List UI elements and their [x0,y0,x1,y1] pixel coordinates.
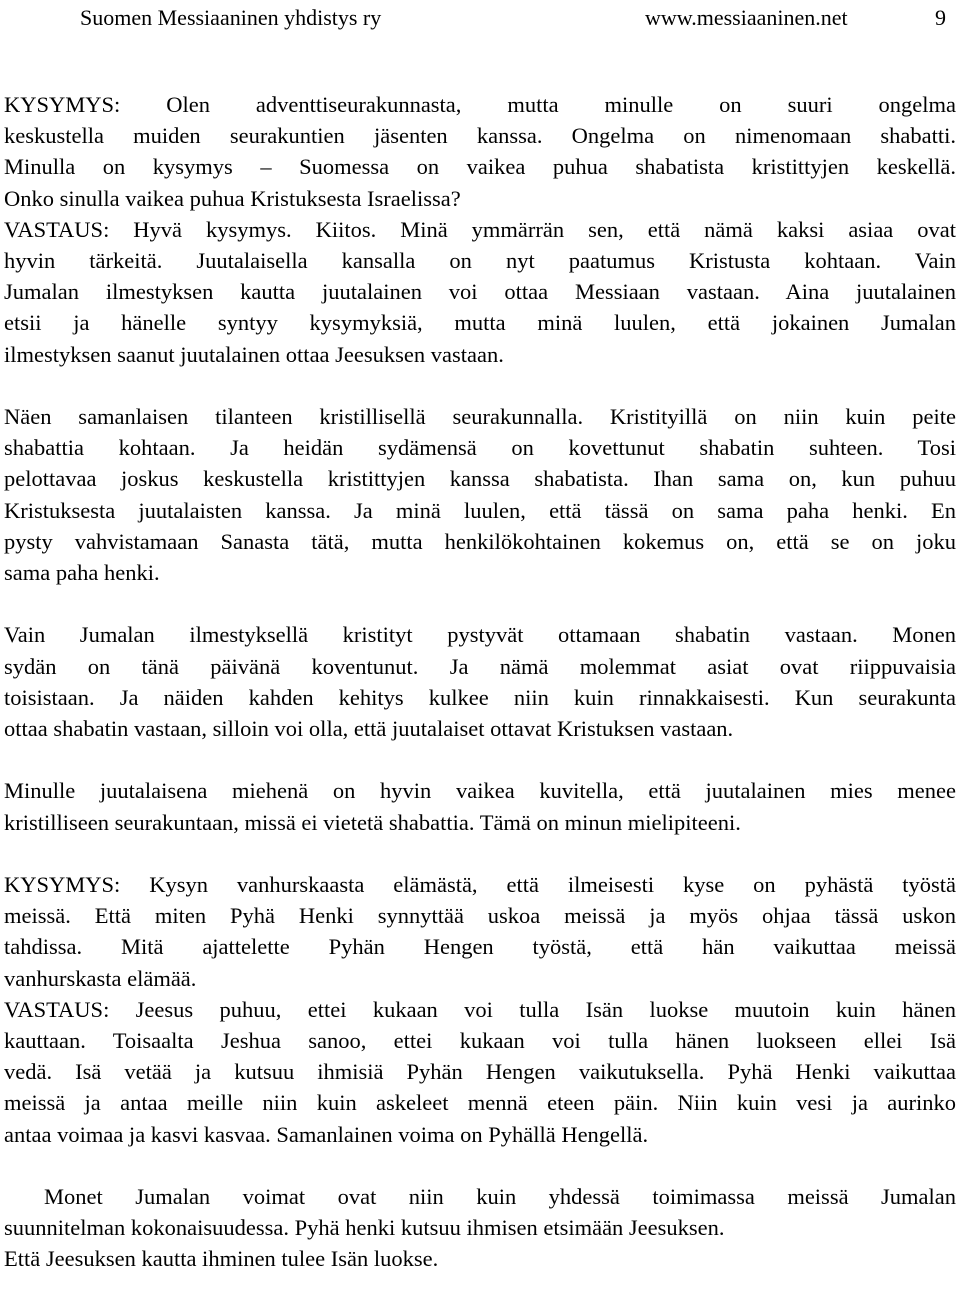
text-line: Kristuksesta juutalaisten kanssa. Ja minä luulen, että tässä on sama paha henki. En [4,497,956,523]
text-line: pelottavaa joskus keskustella kristittyjen kanssa shabatista. Ihan sama on, kun puhuu [4,466,956,492]
text-line: ilmestyksen saanut juutalainen ottaa Jeesuksen vastaan. [4,341,504,367]
text-line: VASTAUS: Jeesus puhuu, ettei kukaan voi tulla Isän luokse muutoin kuin hänen [4,996,956,1022]
text-line: hyvin tärkeitä. Juutalaisella kansalla on nyt paatumus Kristusta kohtaan. Vain [4,248,956,274]
text-line: meissä. Että miten Pyhä Henki synnyttää uskoa meissä ja myös ohjaa tässä uskon [4,903,956,929]
paragraph-question-holy-spirit [4,869,956,1150]
text-line: ottaa shabatin vastaan, silloin voi olla, että juutalaiset ottavat Kristuksen vastaan. [4,716,734,742]
text-line: vanhurskasta elämää. [4,965,197,991]
text-line: kristilliseen seurakuntaan, missä ei vietetä shabattia. Tämä on minun mielipiteeni. [4,809,741,835]
paragraph-gap [4,838,956,869]
text-line: sydän on tänä päivänä koventunut. Ja nämä molemmat asiat ovat riippuvaisia [4,653,956,679]
text-line: Monet Jumalan voimat ovat niin kuin yhdessä toimimassa meissä Jumalan [44,1184,956,1210]
page-number: 9 [935,5,946,30]
text-line: Näen samanlaisen tilanteen kristillisellä seurakunnalla. Kristityillä on niin kuin peite [4,404,956,430]
text-line: Onko sinulla vaikea puhua Kristuksesta Israelissa? [4,185,461,211]
paragraph-gap [4,588,956,619]
paragraph-question-sabbath [4,89,956,370]
paragraph-revelation [4,619,956,744]
paragraph-gap [4,1150,956,1181]
text-line: meissä ja antaa meille niin kuin askeleet mennä eteen päin. Niin kuin vesi ja aurinko [4,1090,956,1116]
header-website: www.messiaaninen.net [645,5,848,30]
text-line: Minulle juutalaisena miehenä on hyvin vaikea kuvitella, että juutalainen mies menee [4,778,956,804]
text-line: toisistaan. Ja näiden kahden kehitys kulkee niin kuin rinnakkaisesti. Kun seurakunta [4,684,956,710]
paragraph-gap [4,744,956,775]
text-line: vedä. Isä vetää ja kutsuu ihmisiä Pyhän Hengen vaikutuksella. Pyhä Henki vaikuttaa [4,1059,956,1085]
header-organization: Suomen Messiaaninen yhdistys ry [80,5,382,30]
text-line: KYSYMYS: Kysyn vanhurskaasta elämästä, että ilmeisesti kyse on pyhästä työstä [4,872,956,898]
text-line: VASTAUS: Hyvä kysymys. Kiitos. Minä ymmärrän sen, että nämä kaksi asiaa ovat [4,216,956,242]
page-header [80,4,960,32]
text-line: tahdissa. Mitä ajattelette Pyhän Hengen työstä, että hän vaikuttaa meissä [4,934,956,960]
paragraph-christian-congregation [4,401,956,588]
text-line: Minulla on kysymys – Suomessa on vaikea puhua shabatista kristittyjen keskellä. [4,154,956,180]
paragraph-closing [4,1181,956,1275]
text-line: KYSYMYS: Olen adventtiseurakunnasta, mutta minulle on suuri ongelma [4,92,956,117]
text-line: Jumalan ilmestyksen kautta juutalainen voi ottaa Messiaan vastaan. Aina juutalainen [4,279,956,305]
text-line: antaa voimaa ja kasvi kasvaa. Samanlainen voima on Pyhällä Hengellä. [4,1121,649,1147]
text-line: kauttaan. Toisaalta Jeshua sanoo, ettei kukaan voi tulla hänen luokseen ellei Isä [4,1028,956,1054]
text-line: shabattia kohtaan. Ja heidän sydämensä on kovettunut shabatin suhteen. Tosi [4,435,956,461]
text-line: Vain Jumalan ilmestyksellä kristityt pystyvät ottamaan shabatin vastaan. Monen [4,622,956,648]
text-line: etsii ja hänelle syntyy kysymyksiä, mutta minä luulen, että jokainen Jumalan [4,310,956,336]
text-line: suunnitelman kokonaisuudessa. Pyhä henki kutsuu ihmisen etsimään Jeesuksen. [4,1215,725,1241]
paragraph-gap [4,370,956,401]
document-body [4,89,956,1275]
text-line: Että Jeesuksen kautta ihminen tulee Isän luokse. [4,1246,439,1272]
text-line: keskustella muiden seurakuntien jäsenten kanssa. Ongelma on nimenomaan shabatti. [4,123,956,149]
text-line: pysty vahvistamaan Sanasta tätä, mutta henkilökohtainen kokemus on, että se on joku [4,528,956,554]
paragraph-opinion [4,775,956,837]
text-line: sama paha henki. [4,560,160,586]
